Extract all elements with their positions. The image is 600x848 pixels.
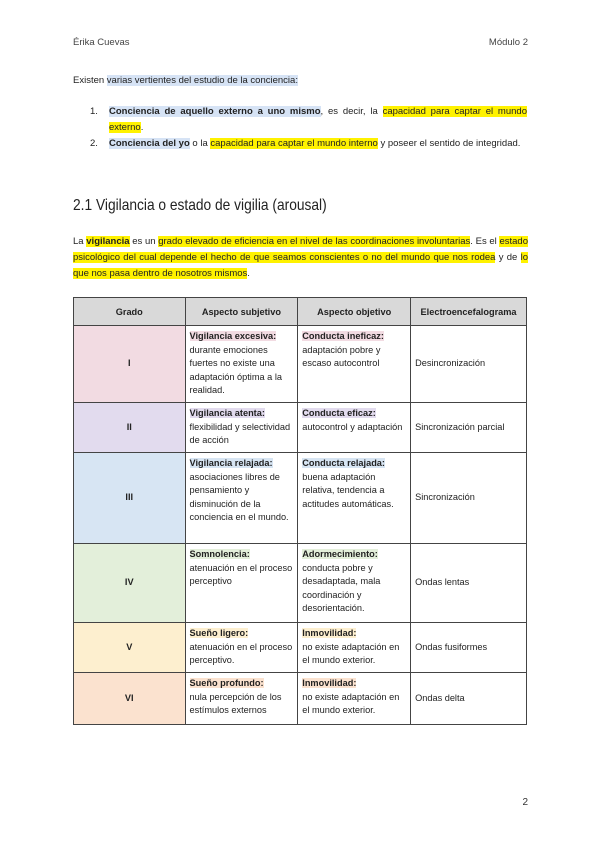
objective-cell: Inmovilidad: no existe adaptación en el mundo exterior.: [298, 623, 411, 673]
objective-cell: Conducta relajada: buena adaptación relativa, tendencia a actitudes automáticas.: [298, 453, 411, 544]
objective-cell: Adormecimiento: conducta pobre y desadaptada, mala coordinación y desorientación.: [298, 544, 411, 623]
grado-cell: V: [74, 623, 186, 673]
table-header-row: [74, 298, 527, 326]
eeg-cell: Desincronización: [411, 326, 527, 403]
header-subjective: Aspecto subjetivo: [185, 298, 298, 326]
table-row: [74, 326, 527, 403]
table-row: [74, 544, 527, 623]
subjective-cell: Somnolencia: atenuación en el proceso perceptivo: [185, 544, 298, 623]
grado-cell: VI: [74, 673, 186, 725]
header-objective: Aspecto objetivo: [298, 298, 411, 326]
eeg-cell: Sincronización parcial: [411, 403, 527, 453]
subjective-cell: Sueño ligero: atenuación en el proceso perceptivo.: [185, 623, 298, 673]
list-item: 1. Conciencia de aquello externo a uno mismo, es decir, la capacidad para captar el mundo externo.: [90, 106, 527, 133]
objective-cell: Conducta ineficaz: adaptación pobre y escaso autocontrol: [298, 326, 411, 403]
eeg-cell: Sincronización: [411, 453, 527, 544]
grado-cell: I: [74, 326, 186, 403]
subjective-cell: Vigilancia excesiva: durante emociones fuertes no existe una adaptación óptima a la realidad.: [185, 326, 298, 403]
list-item: 2. Conciencia del yo o la capacidad para captar el mundo interno y poseer el sentido de integridad.: [90, 138, 521, 149]
table-row: [74, 403, 527, 453]
vigilance-table: [73, 297, 527, 725]
header-grado: Grado: [74, 298, 186, 326]
grado-cell: IV: [74, 544, 186, 623]
eeg-cell: Ondas delta: [411, 673, 527, 725]
table-row: [74, 623, 527, 673]
definition-paragraph: La vigilancia es un grado elevado de eficiencia en el nivel de las coordinaciones involuntarias. Es el estado psicológico del cual depende el hecho de que seamos conscientes o no del mundo que nos rodea y de lo que nos pasa dentro de nosotros mismos.: [73, 236, 528, 279]
eeg-cell: Ondas fusiformes: [411, 623, 527, 673]
eeg-cell: Ondas lentas: [411, 544, 527, 623]
table-row: [74, 453, 527, 544]
header-module: Módulo 2: [488, 37, 528, 48]
numbered-list: [73, 104, 527, 153]
subjective-cell: Vigilancia relajada: asociaciones libres de pensamiento y disminución de la conciencia en el mundo.: [185, 453, 298, 544]
grado-cell: II: [74, 403, 186, 453]
section-title: 2.1 Vigilancia o estado de vigilia (arousal): [73, 197, 327, 214]
table-row: [74, 673, 527, 725]
header-eeg: Electroencefalograma: [411, 298, 527, 326]
objective-cell: Conducta eficaz: autocontrol y adaptación: [298, 403, 411, 453]
page-number: 2: [522, 797, 528, 808]
header-author: Érika Cuevas: [73, 37, 130, 48]
subjective-cell: Sueño profundo: nula percepción de los estímulos externos: [185, 673, 298, 725]
objective-cell: Inmovilidad: no existe adaptación en el mundo exterior.: [298, 673, 411, 725]
grado-cell: III: [74, 453, 186, 544]
subjective-cell: Vigilancia atenta: flexibilidad y selectividad de acción: [185, 403, 298, 453]
intro-text: Existen varias vertientes del estudio de la conciencia:: [73, 75, 298, 86]
